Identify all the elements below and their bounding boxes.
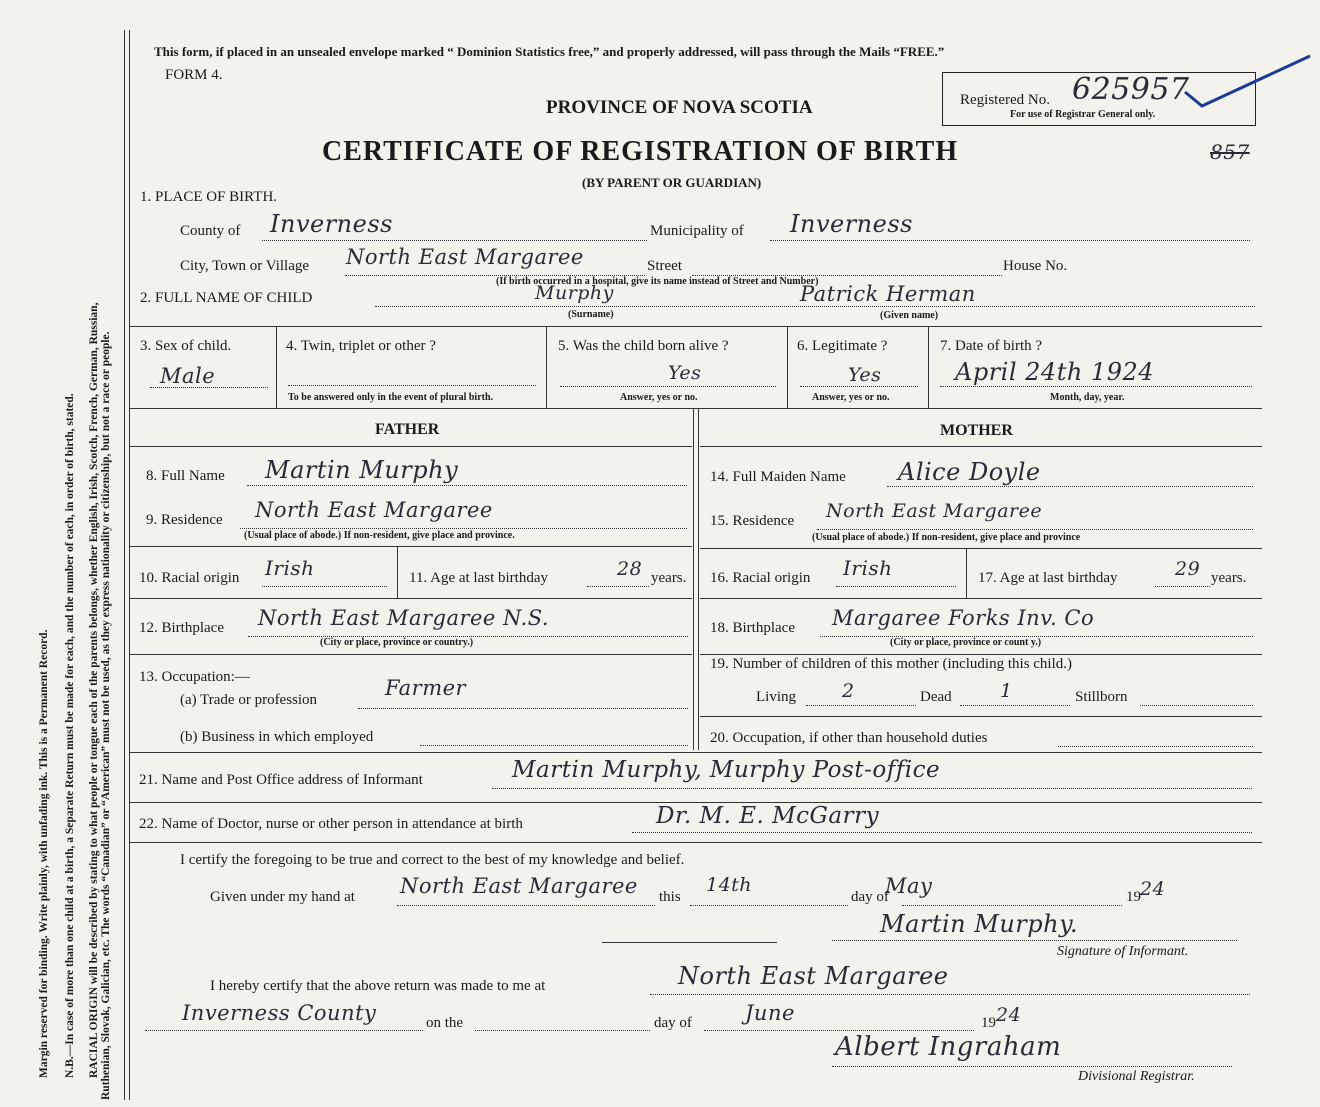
father-trade-label: (a) Trade or profession <box>180 692 318 708</box>
child-name-label: 2. FULL NAME OF CHILD <box>140 290 313 306</box>
registrar-month: June <box>745 1001 795 1025</box>
frame-left-line-2 <box>129 30 130 1100</box>
given-place: North East Margaree <box>400 874 638 898</box>
children-label: 19. Number of children of this mother (including this child.) <box>710 656 1073 672</box>
father-res-label: 9. Residence <box>146 512 223 528</box>
informant-value: Martin Murphy, Murphy Post-office <box>512 757 941 783</box>
registered-number: 625957 <box>1072 72 1190 107</box>
signature-caption: Signature of Informant. <box>1057 944 1189 959</box>
registered-label: Registered No. <box>960 92 1050 108</box>
legitimate-value: Yes <box>848 364 882 386</box>
county-value: Inverness <box>270 210 393 238</box>
mother-name: Alice Doyle <box>898 458 1041 486</box>
county-label: County of <box>180 223 241 239</box>
doctor-value: Dr. M. E. McGarry <box>656 803 880 829</box>
page-subtitle: (BY PARENT OR GUARDIAN) <box>582 175 762 190</box>
mother-years-label: years. <box>1211 570 1247 586</box>
registrar-place: North East Margaree <box>678 962 949 990</box>
row-line <box>130 326 1262 327</box>
child-given-name: Patrick Herman <box>800 282 976 306</box>
father-age: 28 <box>617 558 643 580</box>
province-heading: PROVINCE OF NOVA SCOTIA <box>546 97 813 118</box>
father-years-label: years. <box>651 570 687 586</box>
twin-label: 4. Twin, triplet or other ? <box>286 338 436 354</box>
stillborn-label: Stillborn <box>1075 689 1128 705</box>
margin-note-2: N.B.—In case of more than one child at a birth, a Separate Return must be made for each, and the number of each, in order of birth, stated. <box>64 393 76 1078</box>
twin-note: To be answered only in the event of plural birth. <box>288 392 494 403</box>
mother-age-label: 17. Age at last birthday <box>978 570 1118 586</box>
father-race-label: 10. Racial origin <box>139 570 240 586</box>
margin-note-1: Margin reserved for binding. Write plainly, with unfading ink. This is a Permanent Record. <box>38 629 50 1078</box>
alive-note: Answer, yes or no. <box>620 392 698 403</box>
street-label: Street <box>647 258 682 274</box>
mother-name-label: 14. Full Maiden Name <box>710 469 846 485</box>
mother-age: 29 <box>1175 558 1201 580</box>
house-label: House No. <box>1003 258 1068 274</box>
dob-label: 7. Date of birth ? <box>940 338 1043 354</box>
informant-signature: Martin Murphy. <box>880 910 1079 938</box>
certify-statement: I certify the foregoing to be true and correct to the best of my knowledge and belief. <box>180 852 685 868</box>
mother-race: Irish <box>843 556 893 580</box>
mother-bp-note: (City or place, province or count y.) <box>890 637 1042 648</box>
dead-label: Dead <box>920 689 952 705</box>
mother-occ-label: 20. Occupation, if other than household duties <box>710 730 988 746</box>
registrar-statement: I hereby certify that the above return was made to me at <box>210 978 546 994</box>
corner-number: 857 <box>1210 140 1250 164</box>
margin-note-4: Ruthenian, Slovak, Galician, etc. The words “Canadian” or “American” must not be used, as they express nationality or citizenship, but not a race or people. <box>100 331 112 1100</box>
father-bp-note: (City or place, province or country.) <box>320 637 474 648</box>
father-birthplace: North East Margaree N.S. <box>258 606 550 630</box>
dead-value: 1 <box>1000 680 1013 702</box>
given-year: 24 <box>1140 878 1166 900</box>
father-heading: FATHER <box>375 421 440 438</box>
sex-label: 3. Sex of child. <box>140 338 232 354</box>
mother-heading: MOTHER <box>940 422 1013 439</box>
this-label: this <box>659 889 681 905</box>
registrar-county: Inverness County <box>182 1001 377 1025</box>
informant-label: 21. Name and Post Office address of Informant <box>139 772 423 788</box>
alive-label: 5. Was the child born alive ? <box>558 338 729 354</box>
day-of-label: day of <box>851 889 889 905</box>
doctor-label: 22. Name of Doctor, nurse or other person in attendance at birth <box>139 816 523 832</box>
mother-race-label: 16. Racial origin <box>710 570 811 586</box>
given-month: May <box>885 874 933 898</box>
father-name: Martin Murphy <box>265 456 459 484</box>
surname-caption: (Surname) <box>568 309 614 320</box>
registrar-caption: Divisional Registrar. <box>1078 1069 1195 1084</box>
registrar-note: For use of Registrar General only. <box>1010 109 1156 120</box>
legitimate-label: 6. Legitimate ? <box>797 338 888 354</box>
municipality-label: Municipality of <box>650 223 744 239</box>
year-prefix: 19 <box>1126 889 1141 905</box>
child-surname: Murphy <box>535 282 614 304</box>
mother-birthplace: Margaree Forks Inv. Co <box>832 606 1095 630</box>
margin-note-3: RACIAL ORIGIN will be described by stating to what people or tongue each of the parents belongs, whether English, Irish, Scotch, French, German, Russian, <box>88 302 100 1078</box>
father-trade: Farmer <box>385 676 467 700</box>
city-value: North East Margaree <box>346 245 584 269</box>
father-business-label: (b) Business in which employed <box>180 729 374 745</box>
city-label: City, Town or Village <box>180 258 310 274</box>
check-mark-icon <box>1180 50 1315 110</box>
father-occ-label: 13. Occupation:— <box>139 669 250 685</box>
given-caption: (Given name) <box>880 310 939 321</box>
father-residence: North East Margaree <box>255 498 493 522</box>
father-name-label: 8. Full Name <box>146 468 225 484</box>
living-value: 2 <box>842 680 855 702</box>
place-section-label: 1. PLACE OF BIRTH. <box>140 189 278 205</box>
mother-bp-label: 18. Birthplace <box>710 620 795 636</box>
alive-value: Yes <box>668 362 702 384</box>
living-label: Living <box>756 689 796 705</box>
father-res-note: (Usual place of abode.) If non-resident, give place and province. <box>244 530 515 541</box>
hospital-note: (If birth occurred in a hospital, give its name instead of Street and Number) <box>496 276 819 287</box>
mother-res-note: (Usual place of abode.) If non-resident, give place and province <box>812 532 1081 543</box>
reg-day-of-label: day of <box>654 1015 692 1031</box>
reg-year-prefix: 19 <box>981 1015 996 1031</box>
father-age-label: 11. Age at last birthday <box>409 570 548 586</box>
legitimate-note: Answer, yes or no. <box>812 392 890 403</box>
given-label: Given under my hand at <box>210 889 355 905</box>
mail-notice: This form, if placed in an unsealed envelope marked “ Dominion Statistics free,” and properly addressed, will pass through the Mails “FREE.” <box>154 44 945 59</box>
page-title: CERTIFICATE OF REGISTRATION OF BIRTH <box>322 136 959 167</box>
form-number: FORM 4. <box>165 67 223 83</box>
on-the-label: on the <box>426 1015 464 1031</box>
mother-residence: North East Margaree <box>826 500 1043 522</box>
dob-note: Month, day, year. <box>1050 392 1125 403</box>
registrar-year: 24 <box>996 1004 1022 1026</box>
frame-left-line <box>124 30 125 1100</box>
father-race: Irish <box>265 556 315 580</box>
sex-value: Male <box>160 364 216 388</box>
given-day: 14th <box>706 874 753 896</box>
father-bp-label: 12. Birthplace <box>139 620 224 636</box>
mother-res-label: 15. Residence <box>710 513 795 529</box>
registrar-signature: Albert Ingraham <box>835 1032 1062 1062</box>
municipality-value: Inverness <box>790 210 913 238</box>
dob-value: April 24th 1924 <box>955 358 1154 386</box>
